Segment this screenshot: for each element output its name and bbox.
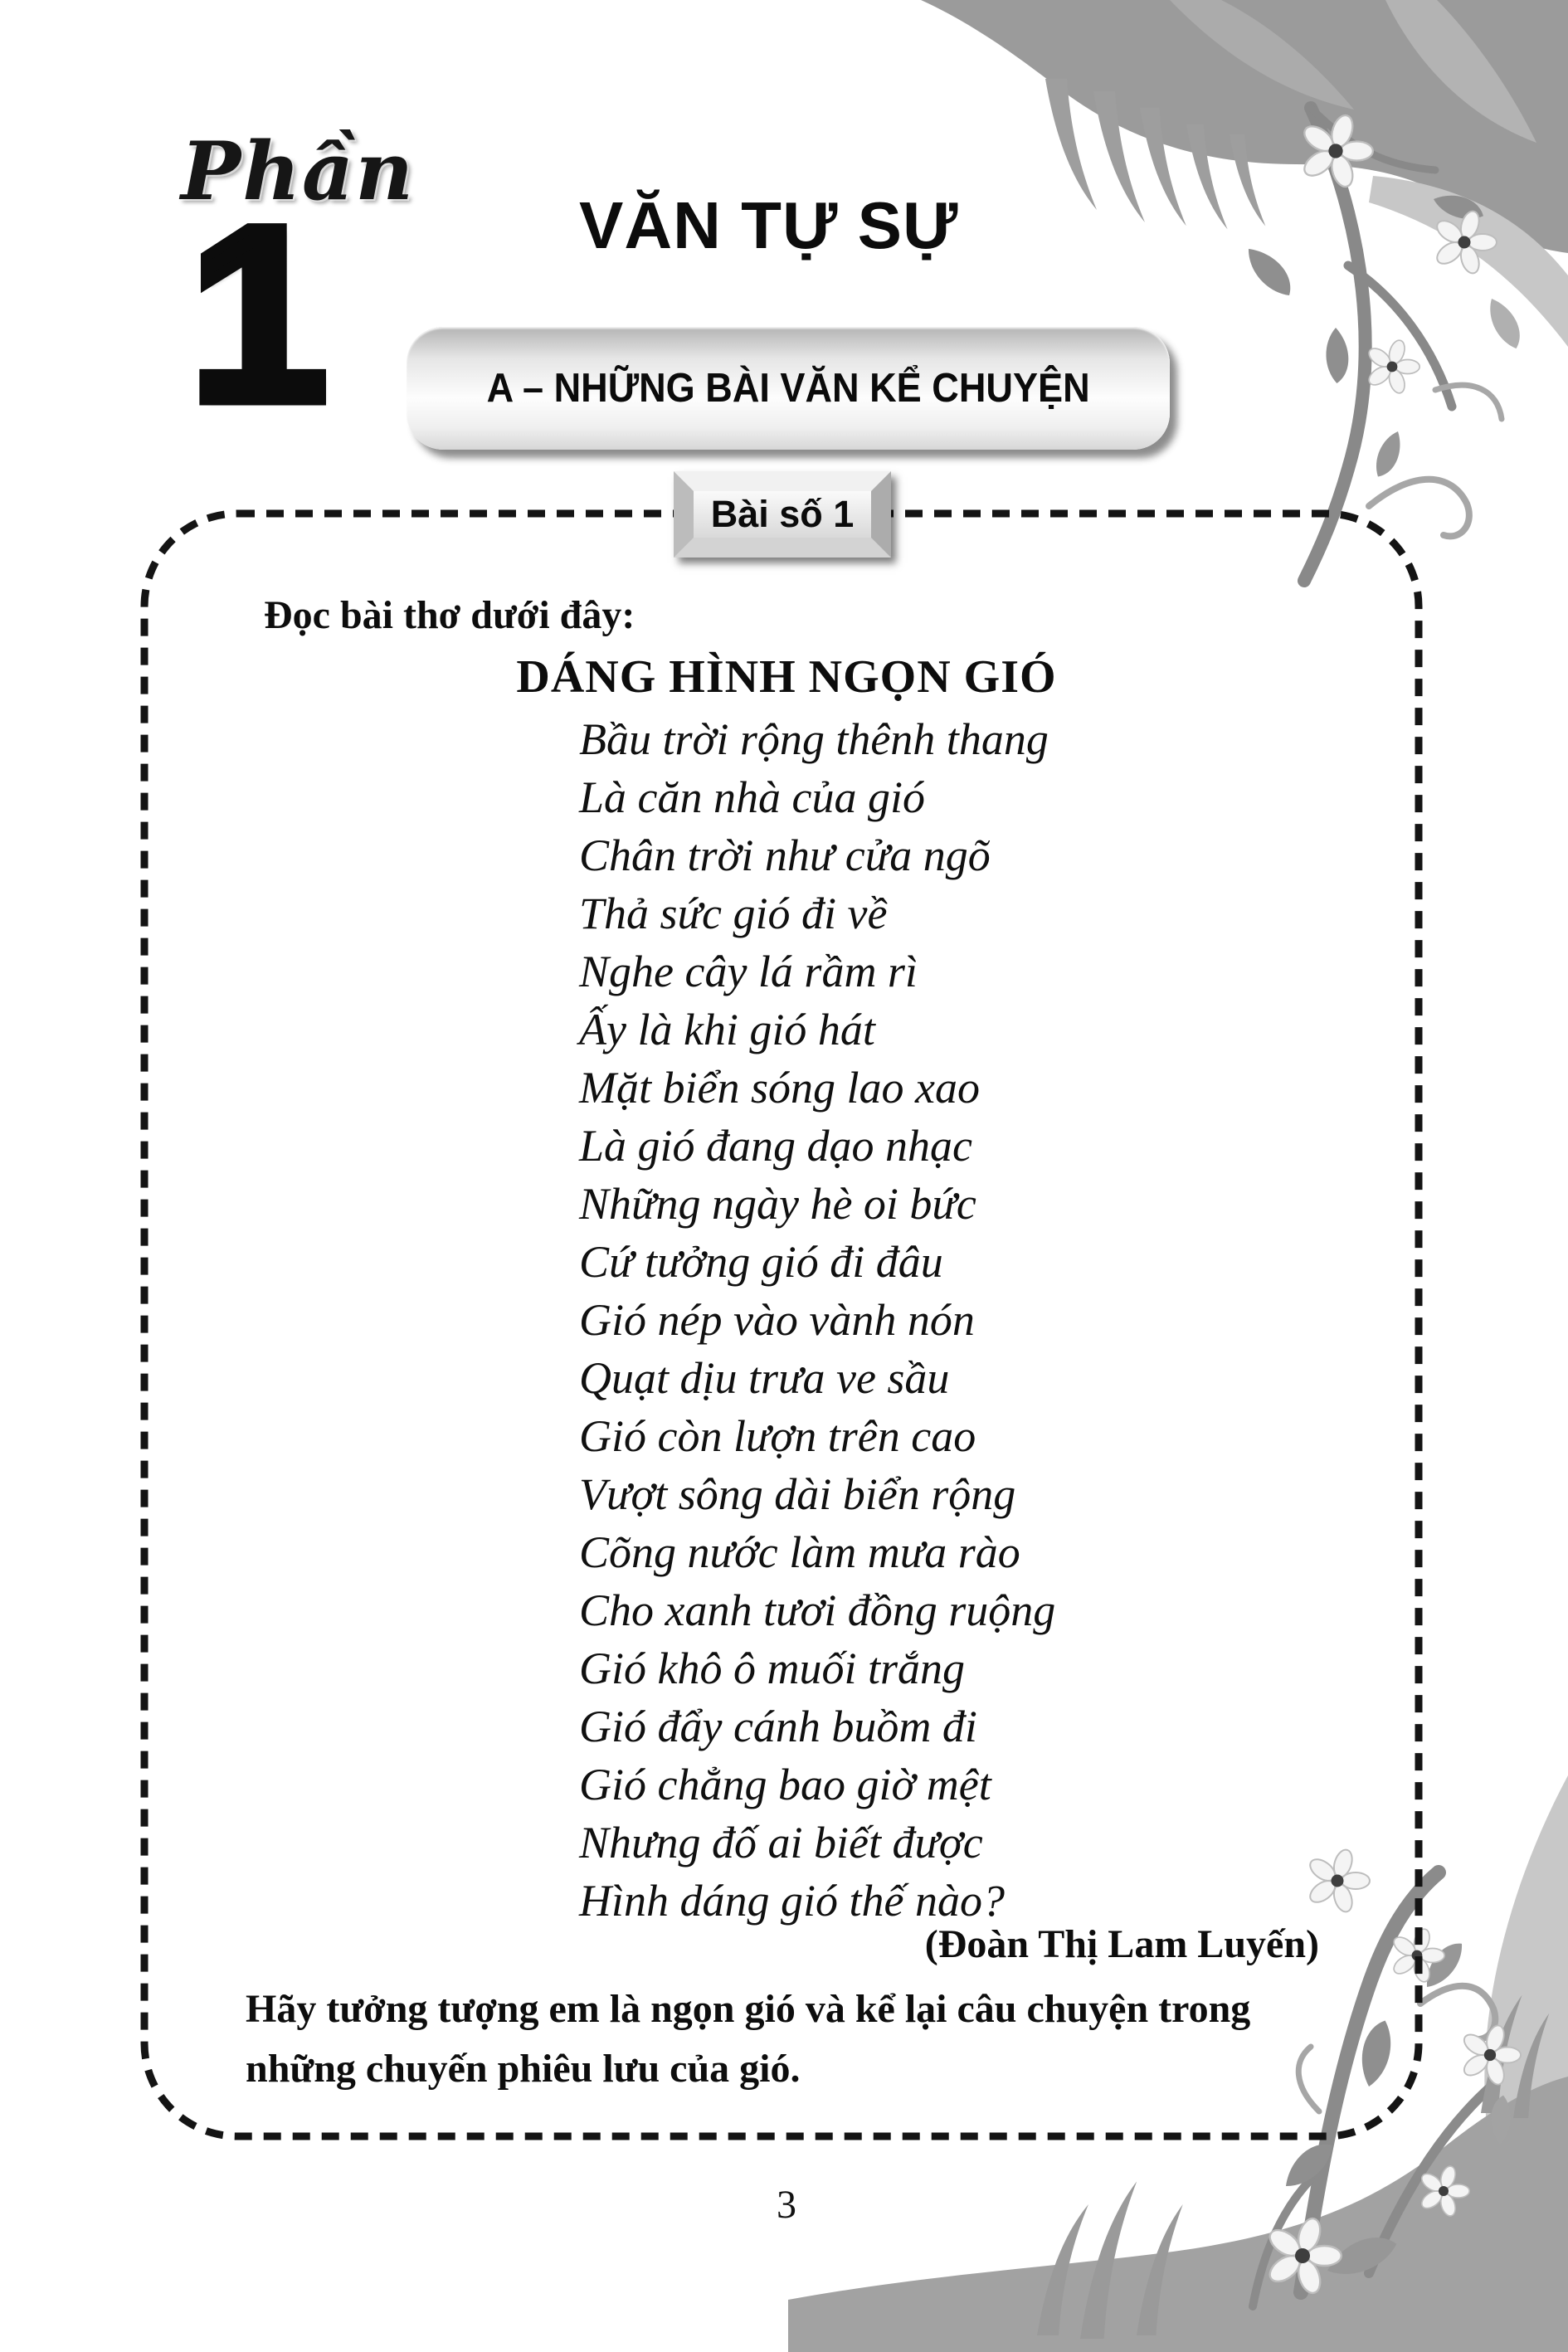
poem-line: Cứ tưởng gió đi đâu <box>579 1237 943 1287</box>
poem-line: Là căn nhà của gió <box>579 772 925 822</box>
poem <box>579 710 1055 1930</box>
poem-line: Chân trời như cửa ngõ <box>579 830 991 880</box>
poem-line: Những ngày hè oi bức <box>579 1179 976 1229</box>
poem-line: Gió khô ô muối trắng <box>579 1643 965 1693</box>
poem-line: Nhưng đố ai biết được <box>579 1818 983 1867</box>
poem-author: (Đoàn Thị Lam Luyến) <box>924 1922 1319 1966</box>
page-title: VĂN TỰ SỰ <box>579 188 959 262</box>
exercise-intro: Đọc bài thơ dưới đây: <box>264 593 635 637</box>
poem-line: Gió chẳng bao giờ mệt <box>579 1760 991 1809</box>
section-banner-label: A – NHỮNG BÀI VĂN KỂ CHUYỆN <box>486 366 1090 411</box>
poem-line: Nghe cây lá rầm rì <box>579 947 918 996</box>
poem-line: Gió còn lượn trên cao <box>579 1411 976 1461</box>
task-line: Hãy tưởng tượng em là ngọn gió và kể lại câu chuyện trong <box>246 1987 1251 2031</box>
poem-line: Mặt biển sóng lao xao <box>579 1063 980 1113</box>
part-label: Phần <box>181 124 415 218</box>
lesson-badge-label: Bài số 1 <box>710 493 855 535</box>
poem-line: Thả sức gió đi về <box>579 889 888 938</box>
section-banner <box>407 327 1170 450</box>
lesson-badge <box>674 471 891 558</box>
poem-line: Cho xanh tươi đồng ruộng <box>579 1585 1056 1635</box>
poem-line: Là gió đang dạo nhạc <box>579 1121 973 1171</box>
poem-line: Cõng nước làm mưa rào <box>579 1527 1020 1577</box>
poem-line: Gió đẩy cánh buồm đi <box>579 1702 977 1751</box>
poem-line: Quạt dịu trưa ve sầu <box>579 1353 950 1403</box>
task-line: những chuyến phiêu lưu của gió. <box>246 2047 801 2091</box>
poem-line: Vượt sông dài biển rộng <box>579 1469 1016 1519</box>
poem-line: Ấy là khi gió hát <box>579 1005 875 1054</box>
poem-line: Gió nép vào vành nón <box>579 1295 975 1345</box>
poem-line: Hình dáng gió thế nào? <box>579 1876 1005 1926</box>
poem-title: DÁNG HÌNH NGỌN GIÓ <box>516 651 1057 703</box>
page-number: 3 <box>777 2183 796 2227</box>
poem-line: Bầu trời rộng thênh thang <box>579 714 1049 764</box>
exercise-task <box>246 1979 1357 2099</box>
part-number: 1 <box>189 174 328 453</box>
